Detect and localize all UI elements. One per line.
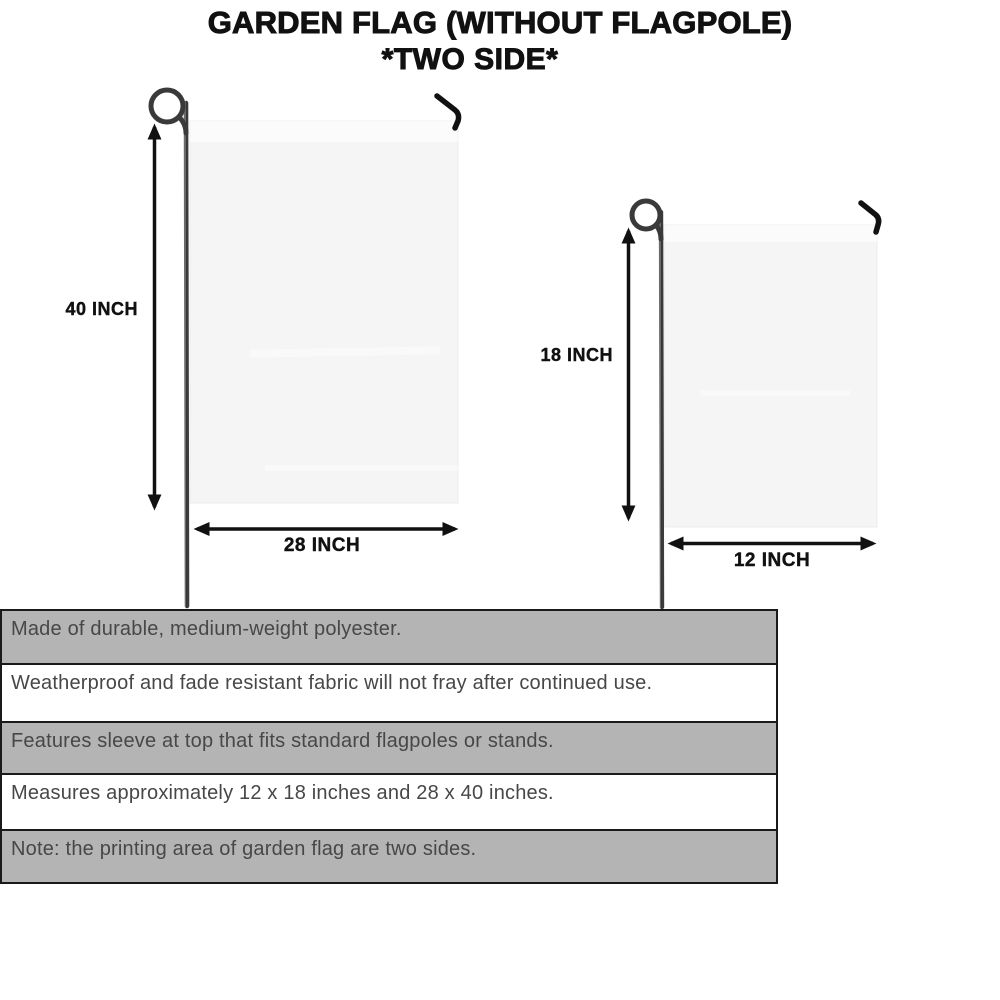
small-flag-sleeve [664,225,877,242]
feature-row-note: Note: the printing area of garden flag are two sides. [2,829,776,882]
large-flag-sleeve [190,121,458,142]
feature-row-material: Made of durable, medium-weight polyester. [2,611,776,663]
feature-table [0,609,778,884]
flag-crease [700,390,850,396]
large-flag-width-label: 28 INCH [283,535,361,556]
large-flagpole [186,103,187,606]
small-flag-panel [664,225,877,527]
feature-row-measures: Measures approximately 12 x 18 inches and 28 x 40 inches. [2,773,776,829]
title-line-1: GARDEN FLAG (WITHOUT FLAGPOLE) [207,5,793,40]
small-flag-assembly [629,201,879,607]
large-flag-height-label: 40 INCH [65,299,138,319]
flag-crease [265,465,465,471]
small-flagpole-loop-neck [656,225,661,239]
large-flag-panel [190,121,458,503]
large-flag-assembly [151,90,465,606]
feature-row-weatherproof: Weatherproof and fade resistant fabric will not fray after continued use. [2,663,776,721]
small-flag-height-label: 18 INCH [540,345,613,365]
small-flagpole [661,212,662,607]
title-line-2: *TWO SIDE* [381,43,559,77]
feature-row-sleeve: Features sleeve at top that fits standard flagpoles or stands. [2,721,776,773]
small-flag-width-label: 12 INCH [733,550,811,571]
